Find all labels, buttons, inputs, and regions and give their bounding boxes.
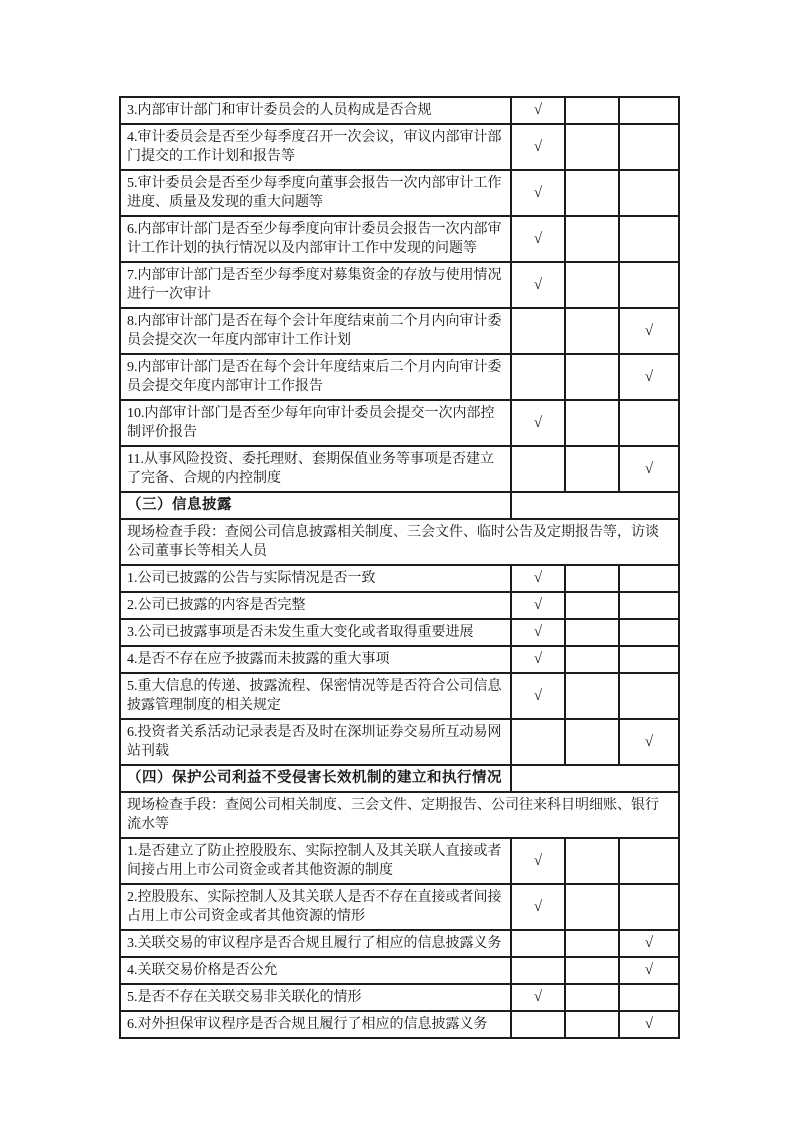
check-cell-2 (565, 354, 619, 400)
item-row (120, 124, 679, 170)
checkmark-cell-1: √ (511, 565, 565, 592)
item-row (120, 719, 679, 765)
item-text-cell: 4.是否不存在应予披露而未披露的重大事项 (120, 646, 511, 673)
item-text-cell: 7.内部审计部门是否至少每季度对募集资金的存放与使用情况进行一次审计 (120, 262, 511, 308)
check-cell-3 (619, 400, 679, 446)
item-row (120, 619, 679, 646)
item-row (120, 592, 679, 619)
checkmark-cell-3: √ (619, 1011, 679, 1038)
check-cell-3 (619, 673, 679, 719)
check-cell-3 (619, 565, 679, 592)
checkmark-cell-1: √ (511, 838, 565, 884)
method-cell: 现场检查手段：查阅公司相关制度、三会文件、定期报告、公司往来科目明细账、银行流水等 (120, 792, 679, 838)
item-text-cell: 2.公司已披露的内容是否完整 (120, 592, 511, 619)
item-row (120, 565, 679, 592)
item-text-cell: 6.对外担保审议程序是否合规且履行了相应的信息披露义务 (120, 1011, 511, 1038)
check-cell-2 (565, 984, 619, 1011)
method-cell: 现场检查手段：查阅公司信息披露相关制度、三会文件、临时公告及定期报告等，访谈公司董事长等相关人员 (120, 519, 679, 565)
check-cell-1 (511, 957, 565, 984)
checkmark-cell-1: √ (511, 262, 565, 308)
item-row (120, 646, 679, 673)
check-cell-3 (619, 97, 679, 124)
check-cell-3 (619, 838, 679, 884)
item-row (120, 884, 679, 930)
check-cell-1 (511, 719, 565, 765)
item-text-cell: 10.内部审计部门是否至少每年向审计委员会提交一次内部控制评价报告 (120, 400, 511, 446)
check-cell-2 (565, 957, 619, 984)
check-cell-1 (511, 930, 565, 957)
check-cell-2 (565, 308, 619, 354)
item-text-cell: 5.审计委员会是否至少每季度向董事会报告一次内部审计工作进度、质量及发现的重大问题等 (120, 170, 511, 216)
item-row (120, 984, 679, 1011)
item-text-cell: 11.从事风险投资、委托理财、套期保值业务等事项是否建立了完备、合规的内控制度 (120, 446, 511, 492)
check-cell-2 (565, 400, 619, 446)
item-row (120, 838, 679, 884)
item-text-cell: 1.公司已披露的公告与实际情况是否一致 (120, 565, 511, 592)
item-text-cell: 4.审计委员会是否至少每季度召开一次会议，审议内部审计部门提交的工作计划和报告等 (120, 124, 511, 170)
check-cell-2 (565, 592, 619, 619)
item-row (120, 308, 679, 354)
check-cell-3 (619, 884, 679, 930)
check-cell-2 (565, 838, 619, 884)
item-row (120, 673, 679, 719)
check-cell-2 (565, 170, 619, 216)
item-row (120, 446, 679, 492)
checkmark-cell-1: √ (511, 673, 565, 719)
check-cell-2 (565, 619, 619, 646)
method-row (120, 792, 679, 838)
checkmark-cell-1: √ (511, 619, 565, 646)
checkmark-cell-3: √ (619, 957, 679, 984)
section-title-cell: （三）信息披露 (120, 492, 511, 519)
checkmark-cell-1: √ (511, 400, 565, 446)
item-text-cell: 6.投资者关系活动记录表是否及时在深圳证券交易所互动易网站刊载 (120, 719, 511, 765)
check-cell-3 (619, 646, 679, 673)
checkmark-cell-1: √ (511, 97, 565, 124)
checkmark-cell-3: √ (619, 308, 679, 354)
item-text-cell: 5.重大信息的传递、披露流程、保密情况等是否符合公司信息披露管理制度的相关规定 (120, 673, 511, 719)
section-merged-cell (511, 492, 679, 519)
item-row (120, 170, 679, 216)
check-cell-1 (511, 354, 565, 400)
item-row (120, 97, 679, 124)
item-text-cell: 2.控股股东、实际控制人及其关联人是否不存在直接或者间接占用上市公司资金或者其他资源的情形 (120, 884, 511, 930)
checkmark-cell-1: √ (511, 216, 565, 262)
check-cell-3 (619, 216, 679, 262)
section-title-cell: （四）保护公司利益不受侵害长效机制的建立和执行情况 (120, 765, 511, 792)
check-cell-2 (565, 565, 619, 592)
item-row (120, 957, 679, 984)
check-cell-3 (619, 124, 679, 170)
check-cell-2 (565, 884, 619, 930)
check-cell-2 (565, 1011, 619, 1038)
section-row (120, 492, 679, 519)
checkmark-cell-1: √ (511, 592, 565, 619)
checklist-table-body (120, 97, 679, 1038)
section-merged-cell (511, 765, 679, 792)
check-cell-3 (619, 619, 679, 646)
check-cell-2 (565, 446, 619, 492)
check-cell-2 (565, 216, 619, 262)
item-row (120, 930, 679, 957)
check-cell-2 (565, 262, 619, 308)
item-text-cell: 5.是否不存在关联交易非关联化的情形 (120, 984, 511, 1011)
item-text-cell: 9.内部审计部门是否在每个会计年度结束后二个月内向审计委员会提交年度内部审计工作报告 (120, 354, 511, 400)
item-text-cell: 1.是否建立了防止控股股东、实际控制人及其关联人直接或者间接占用上市公司资金或者其他资源的制度 (120, 838, 511, 884)
checkmark-cell-1: √ (511, 646, 565, 673)
item-text-cell: 6.内部审计部门是否至少每季度向审计委员会报告一次内部审计工作计划的执行情况以及内部审计工作中发现的问题等 (120, 216, 511, 262)
checkmark-cell-3: √ (619, 719, 679, 765)
item-text-cell: 3.内部审计部门和审计委员会的人员构成是否合规 (120, 97, 511, 124)
item-row (120, 400, 679, 446)
checkmark-cell-3: √ (619, 354, 679, 400)
item-row (120, 262, 679, 308)
check-cell-2 (565, 97, 619, 124)
item-text-cell: 3.公司已披露事项是否未发生重大变化或者取得重要进展 (120, 619, 511, 646)
check-cell-2 (565, 719, 619, 765)
check-cell-3 (619, 592, 679, 619)
check-cell-2 (565, 673, 619, 719)
check-cell-1 (511, 1011, 565, 1038)
check-cell-2 (565, 124, 619, 170)
checklist-table (119, 96, 680, 1039)
item-row (120, 354, 679, 400)
checkmark-cell-1: √ (511, 124, 565, 170)
check-cell-3 (619, 170, 679, 216)
check-cell-1 (511, 446, 565, 492)
item-text-cell: 8.内部审计部门是否在每个会计年度结束前二个月内向审计委员会提交次一年度内部审计工作计划 (120, 308, 511, 354)
item-row (120, 1011, 679, 1038)
check-cell-3 (619, 262, 679, 308)
method-row (120, 519, 679, 565)
check-cell-3 (619, 984, 679, 1011)
checkmark-cell-1: √ (511, 170, 565, 216)
check-cell-2 (565, 646, 619, 673)
checkmark-cell-1: √ (511, 884, 565, 930)
check-cell-2 (565, 930, 619, 957)
check-cell-1 (511, 308, 565, 354)
item-text-cell: 3.关联交易的审议程序是否合规且履行了相应的信息披露义务 (120, 930, 511, 957)
checkmark-cell-1: √ (511, 984, 565, 1011)
item-text-cell: 4.关联交易价格是否公允 (120, 957, 511, 984)
checkmark-cell-3: √ (619, 930, 679, 957)
checkmark-cell-3: √ (619, 446, 679, 492)
section-row (120, 765, 679, 792)
item-row (120, 216, 679, 262)
